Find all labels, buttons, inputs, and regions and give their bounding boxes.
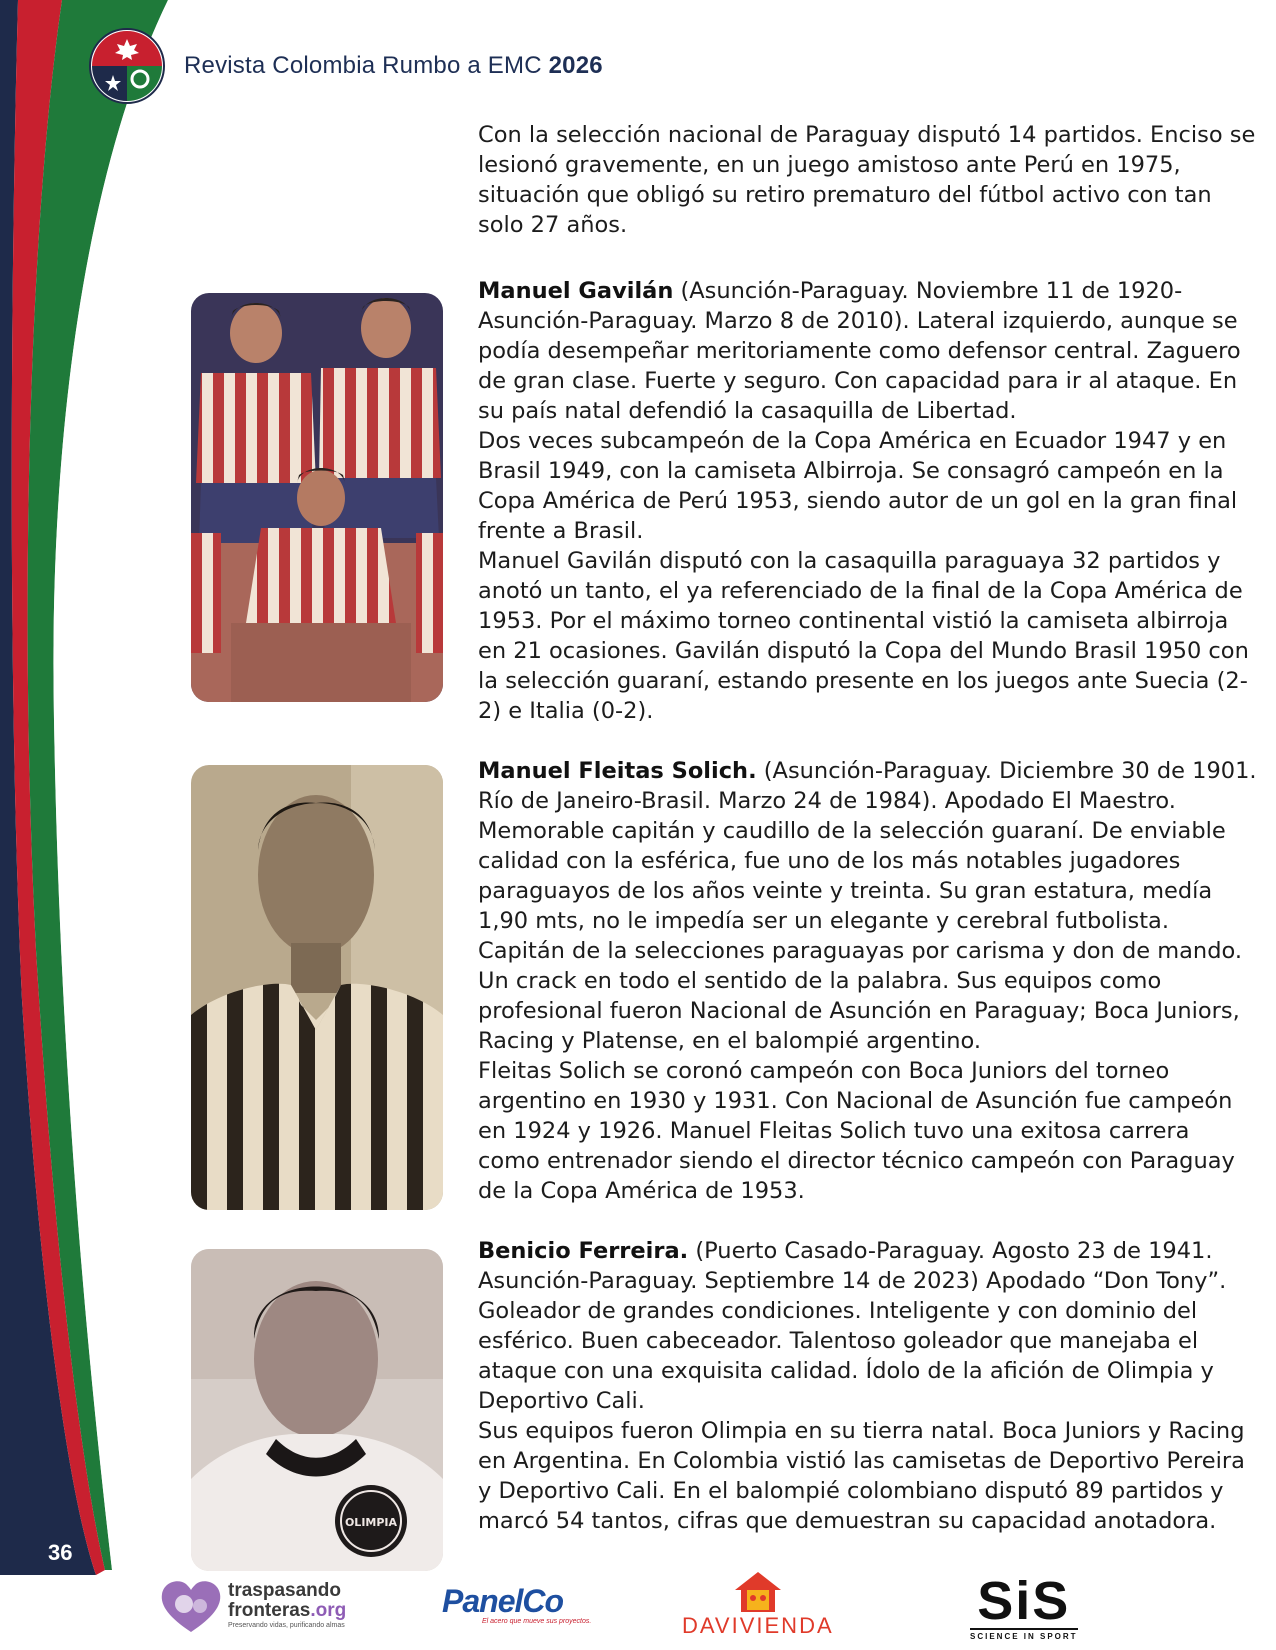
profile-fleitas-name: Manuel Fleitas Solich. bbox=[478, 758, 757, 784]
sponsor-sis bbox=[970, 1571, 1078, 1641]
traspasando-heart-icon bbox=[160, 1576, 222, 1636]
profile-gavilan bbox=[478, 276, 1258, 726]
profile-ferreira-name: Benicio Ferreira. bbox=[478, 1238, 689, 1264]
olimpia-badge-text: OLIMPIA bbox=[344, 1516, 398, 1529]
photo-fleitas-solich bbox=[191, 765, 443, 1210]
traspasando-line1: traspasando bbox=[228, 1580, 341, 1601]
photo-benicio-ferreira bbox=[191, 1249, 443, 1571]
magazine-logo-icon bbox=[88, 27, 166, 105]
profile-ferreira bbox=[478, 1236, 1258, 1536]
profile-fleitas-intro bbox=[478, 756, 1258, 1056]
sponsor-panelco bbox=[442, 1584, 591, 1625]
panelco-logo-text: PanelCo bbox=[442, 1583, 564, 1619]
profile-gavilan-paragraph: Dos veces subcampeón de la Copa América en Ecuador 1947 y en Brasil 1949, con la camiseta Albirroja. Se consagró campeón en la Copa América de Perú 1953, siendo autor de un gol en la gran final frente a Brasil. bbox=[478, 428, 1238, 544]
intro-paragraph-block bbox=[478, 120, 1258, 240]
profile-gavilan-intro bbox=[478, 276, 1258, 426]
traspasando-tld: .org bbox=[310, 1600, 347, 1621]
davivienda-logo-text: DAVIVIENDA bbox=[682, 1613, 834, 1638]
profile-gavilan-name: Manuel Gavilán bbox=[478, 278, 674, 304]
profile-gavilan-bio: (Asunción-Paraguay. Noviembre 11 de 1920-Asunción-Paraguay. Marzo 8 de 2010). Lateral izquierdo, aunque se podía desempeñar meritoriamente como defensor central. Zaguero de gran clase. Fuerte y seguro. Con capacidad para ir al ataque. En su país natal defendió la casaquilla de Libertad. bbox=[478, 278, 1241, 424]
sponsor-traspasando-fronteras bbox=[160, 1576, 346, 1636]
magazine-header bbox=[88, 26, 603, 106]
panelco-tagline: El acero que mueve sus proyectos. bbox=[482, 1618, 592, 1625]
magazine-title-year: 2026 bbox=[548, 52, 603, 79]
sponsor-davivienda bbox=[682, 1570, 834, 1638]
profile-ferreira-paragraph: Sus equipos fueron Olimpia en su tierra natal. Boca Juniors y Racing en Argentina. En Colombia vistió las camisetas de Deportivo Pereira y Deportivo Cali. En el balompié colombiano disputó 89 partidos y marcó 54 tantos, cifras que demuestran su capacidad anotadora. bbox=[478, 1418, 1245, 1534]
profile-ferreira-intro bbox=[478, 1236, 1258, 1416]
magazine-title-text: Revista Colombia Rumbo a EMC bbox=[184, 52, 542, 79]
sponsor-footer bbox=[0, 1568, 1276, 1650]
traspasando-line2: fronteras bbox=[228, 1600, 311, 1621]
magazine-title bbox=[184, 52, 603, 80]
profile-fleitas-paragraph: Fleitas Solich se coronó campeón con Boca Juniors del torneo argentino en 1930 y 1931. Con Nacional de Asunción fue campeón en 1924 y 1926. Manuel Fleitas Solich tuvo una exitosa carrera como entrenador siendo el director técnico campeón con Paraguay de la Copa América de 1953. bbox=[478, 1058, 1235, 1204]
profile-gavilan-paragraph: Manuel Gavilán disputó con la casaquilla paraguaya 32 partidos y anotó un tanto, el ya referenciado de la final de la Copa América de 1953. Por el máximo torneo continental vistió la camiseta albirroja en 21 ocasiones. Gavilán disputó la Copa del Mundo Brasil 1950 con la selección guaraní, estando presente en los juegos ante Suecia (2-2) e Italia (0-2). bbox=[478, 548, 1249, 724]
profile-fleitas bbox=[478, 756, 1258, 1206]
intro-paragraph: Con la selección nacional de Paraguay disputó 14 partidos. Enciso se lesionó gravemente, en un juego amistoso ante Perú en 1975, situación que obligó su retiro prematuro del fútbol activo con tan solo 27 años. bbox=[478, 122, 1256, 238]
profile-ferreira-bio: (Puerto Casado-Paraguay. Agosto 23 de 1941. Asunción-Paraguay. Septiembre 14 de 2023) Apodado “Don Tony”. Goleador de grandes condiciones. Inteligente y con dominio del esférico. Buen cabeceador. Talentoso goleador que manejaba el ataque con una exquisita calidad. Ídolo de la afición de Olimpia y Deportivo Cali. bbox=[478, 1238, 1227, 1414]
sis-tagline: SCIENCE IN SPORT bbox=[970, 1628, 1078, 1641]
photo-gavilan-team bbox=[191, 293, 443, 702]
traspasando-tagline: Preservando vidas, purificando almas bbox=[228, 1622, 345, 1629]
page-number: 36 bbox=[48, 1540, 73, 1565]
profile-fleitas-bio: (Asunción-Paraguay. Diciembre 30 de 1901. Río de Janeiro-Brasil. Marzo 24 de 1984). Apodado El Maestro. Memorable capitán y caudillo de la selección guaraní. De enviable calidad con la esférica, fue uno de los más notables jugadores paraguayos de los años veinte y treinta. Su gran estatura, medía 1,90 mts, no le impedía ser un elegante y cerebral futbolista. Capitán de la selecciones paraguayas por carisma y don de mando. Un crack en todo el sentido de la palabra. Sus equipos como profesional fueron Nacional de Asunción en Paraguay; Boca Juniors, Racing y Platense, en el balompié argentino. bbox=[478, 758, 1257, 1054]
davivienda-house-icon bbox=[733, 1570, 783, 1614]
sis-logo-text: SiS bbox=[977, 1571, 1071, 1631]
